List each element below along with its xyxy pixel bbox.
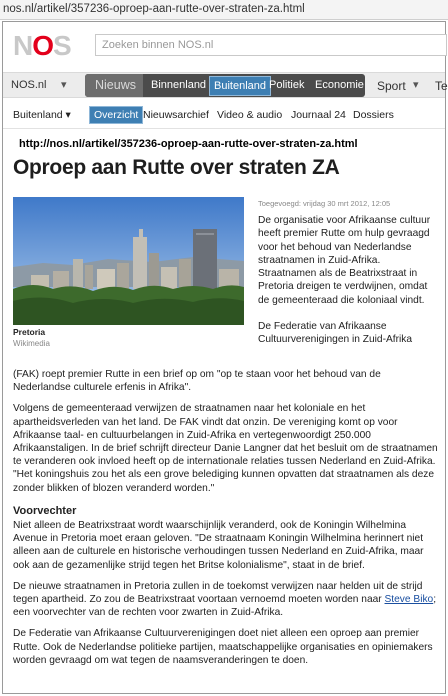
lead-paragraph: De Federatie van Afrikaanse Cultuurverenigingen in Zuid-Afrika [258, 321, 413, 346]
search-box[interactable] [95, 34, 447, 56]
article-subheading: Voorvechter [13, 504, 77, 517]
body-text: De nieuwe straatnamen in Pretoria zullen in de toekomst verwijzen naar helden uit de strijd tegen apartheid. Zo zou de Beatrixstraat voortaan vernoemd moeten worden naar [13, 580, 423, 606]
main-nav [3, 72, 448, 98]
overlay-url-text: http://nos.nl/artikel/357236-oproep-aan-rutte-over-straten-za.html [19, 138, 358, 150]
site-header [3, 22, 445, 68]
nav-home-link[interactable]: NOS.nl [11, 79, 47, 91]
search-input[interactable] [96, 35, 446, 55]
nav-item-politiek[interactable]: Politiek [269, 79, 305, 91]
nav-sport-link[interactable]: Sport [377, 79, 406, 93]
nav-item-buitenland[interactable]: Buitenland [209, 76, 271, 96]
body-paragraph [13, 580, 439, 620]
body-paragraph: Volgens de gemeenteraad verwijzen de straatnamen naar het koloniale en het apartheidsverleden van het land. De FAK vindt dat onzin. De vereniging komt op voor Afrikaanse taal- en cultuurbelangen in Zuid-Afrika en vertegenwoordigt 250.000 Afrikaanstaligen. In de brief schrijft directeur Danie Langner dat het besluit om de straatnamen te veranderen ook invloed heeft op de internationale relaties tussen Nederland en Zuid-Afrika. "Het koningshuis zou het als een grove belediging kunnen opvatten dat straatnamen als deze zonder blikken of blozen veranderd worden." [13, 403, 438, 494]
pretoria-skyline-image [13, 197, 244, 325]
nav-section-nieuws[interactable]: Nieuws [85, 74, 143, 97]
body-text: ; een voorvechter van de rechten voor zwarten in Zuid-Afrika. [13, 594, 437, 619]
subnav-current-section[interactable]: Buitenland ▾ [13, 109, 71, 121]
subnav-item-video-audio[interactable]: Video & audio [217, 109, 283, 121]
nav-item-binnenland[interactable]: Binnenland [151, 79, 207, 91]
chevron-down-icon[interactable]: ▾ [413, 79, 419, 91]
nav-item-economie[interactable]: Economie [315, 79, 364, 91]
nav-more-link[interactable]: Te [435, 79, 448, 93]
sub-nav [3, 104, 445, 126]
subnav-item-journaal-24[interactable]: Journaal 24 [291, 109, 346, 121]
body-paragraph: De Federatie van Afrikaanse Cultuurverenigingen doet niet alleen een oproep aan premier Rutte. Ook de Nederlandse politieke partijen, maatschappelijke organisaties en opiniemakers worden gevraagd om wat tegen de naamsveranderingen te doen. [13, 628, 433, 666]
photo-credit: Wikimedia [13, 339, 50, 348]
body-paragraph: Niet alleen de Beatrixstraat wordt waarschijnlijk veranderd, ook de Koningin Wilhelmina Avenue in Pretoria moet eraan geloven. "De straatnaam Koningin Wilhelmina herinnert niet alleen aan de culturele en historische verhoudingen tussen Nederland en Zuid-Afrika, maar ook aan de gezamenlijke strijd tegen het Britse kolonialisme", staat in de brief. [13, 520, 424, 571]
page-frame [2, 21, 446, 694]
news-nav-bar [85, 74, 365, 97]
body-paragraph: (FAK) roept premier Rutte in een brief op om "op te staan voor het behoud van de Nederlandse culturele erfenis in Afrika". [13, 369, 381, 394]
divider [3, 128, 445, 129]
address-url[interactable]: nos.nl/artikel/357236-oproep-aan-rutte-over-straten-za.html [3, 3, 305, 15]
chevron-down-icon[interactable]: ▾ [61, 79, 67, 91]
nos-logo[interactable]: NOS [13, 30, 71, 61]
subnav-item-dossiers[interactable]: Dossiers [353, 109, 394, 121]
browser-address-bar[interactable] [0, 0, 448, 20]
lead-paragraph: De organisatie voor Afrikaanse cultuur heeft premier Rutte om hulp gevraagd voor het behoud van Nederlandse straatnamen in Zuid-Afrika. Straatnamen als de Beatrixstraat in Pretoria dreigen te verdwijnen, omdat de gemeenteraad die koloniaal vindt. [258, 215, 431, 306]
subnav-item-nieuwsarchief[interactable]: Nieuwsarchief [143, 109, 209, 121]
article-lead [258, 214, 440, 360]
article-title: Oproep aan Rutte over straten ZA [13, 156, 340, 179]
subnav-item-overzicht[interactable]: Overzicht [89, 106, 143, 124]
steve-biko-link[interactable]: Steve Biko [384, 594, 434, 606]
article-body [13, 368, 439, 675]
article-dateline: Toegevoegd: vrijdag 30 mrt 2012, 12:05 [258, 199, 391, 208]
article-photo [13, 197, 244, 325]
subnav-current-label: Buitenland [13, 109, 63, 121]
photo-caption: Pretoria [13, 327, 46, 337]
